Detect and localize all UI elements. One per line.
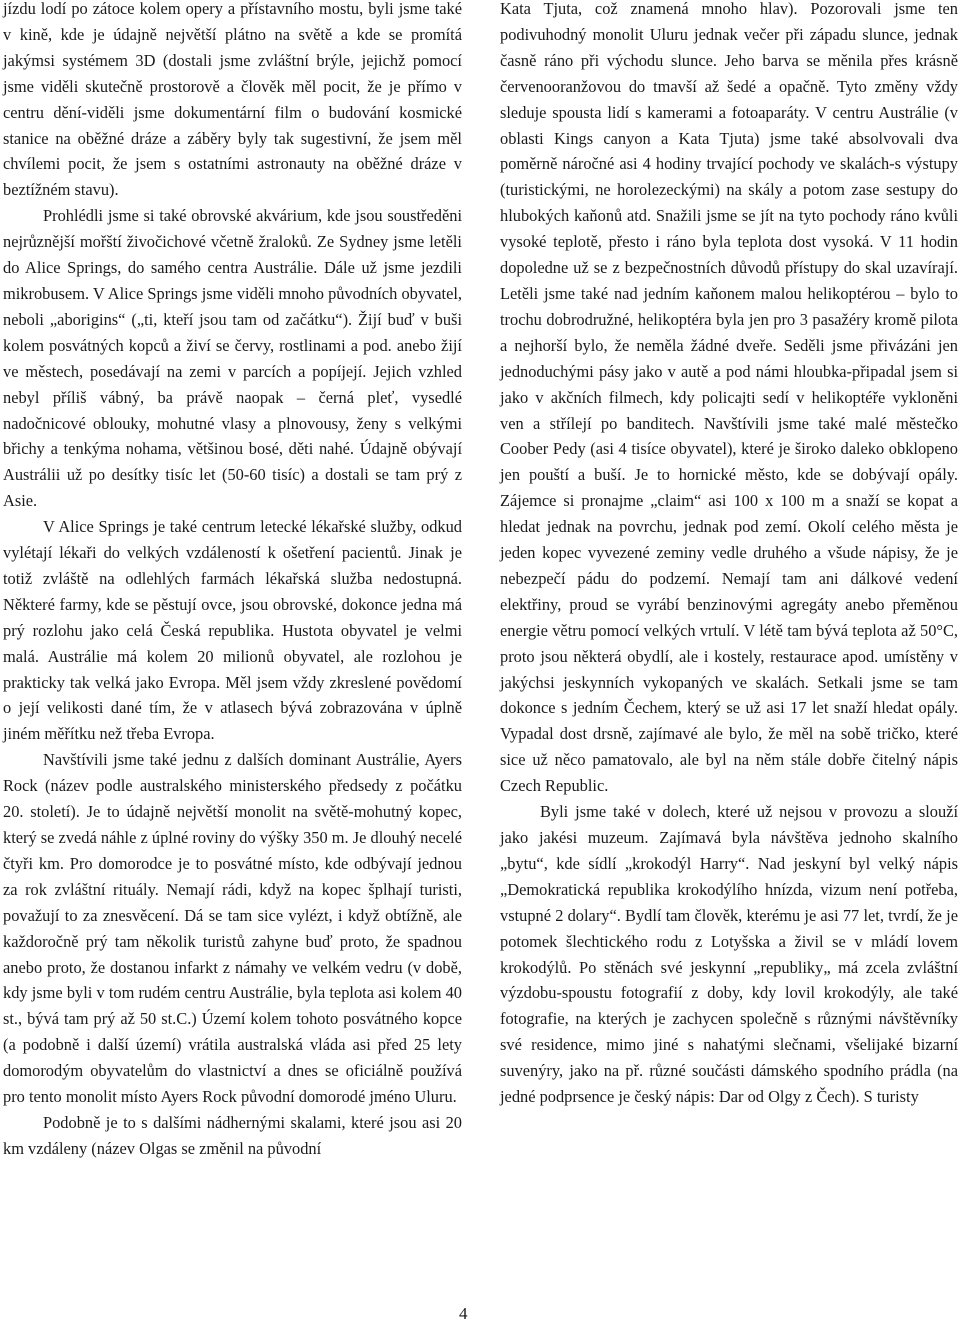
paragraph: Kata Tjuta, což znamená mnoho hlav). Pozorovali jsme ten podivuhodný monolit Uluru jednak večer při západu slunce, jednak časně ráno při východu slunce. Jeho barva se měnila přes krásně červenooranžovou do tmavší až šedé a opačně. Tyto změny vždy sleduje spousta lidí s kamerami a fotoaparáty. V centru Austrálie (v oblasti Kings canyon a Kata Tjuta) jsme také absolvovali dva poměrně náročné asi 4 hodiny trvající pochody ve skalách-s výstupy (turistickými, ne horolezeckými) na skály a potom zase sestupy do hlubokých kaňonů atd. Snažili jsme se jít na tyto pochody ráno kvůli vysoké teplotě, přesto i ráno byla teplota dost vysoká. V 11 hodin dopoledne už se z bezpečnostních důvodů přístupy do skal uzavírají. Letěli jsme také nad jedním kaňonem malou helikoptérou – bylo to trochu dobrodružné, helikoptéra byla jen pro 3 pasažéry kromě pilota a nejhorší bylo, že neměla žádné dveře. Seděli jsme přivázáni jen jednoduchými pásy jako v autě a pod námi hloubka-připadal jsem si jako v akčních filmech, kdy policajti sedí v helikoptéře vykloněni ven a střílejí po banditech. Navštívili jsme také malé městečko Coober Pedy (asi 4 tisíce obyvatel), které je široko daleko obklopeno jen pouští a buší. Je to hornické město, kde se dobývají opály. Zájemce si pronajme „claim“ asi 100 x 100 m a snaží se kopat a hledat jednak na povrchu, jednak pod zemí. Okolí celého města je jeden kopec vyvezené zeminy vedle druhého a všude nápisy, že je nebezpečí pádu do podzemí. Nemají tam ani dálkové vedení elektřiny, proud se vyrábí benzinovými agregáty anebo přeměnou energie větru pomocí velkých vrtulí. V létě tam bývá teplota až 50°C, proto jsou některá obydlí, ale i kostely, restaurace apod. umístěny v jakýchsi jeskynních vykopaných ve skalách. Setkali jsme se tam dokonce s jedním Čechem, který se už asi 17 let snaží hledat opály. Vypadal dost drsně, zajímavé ale bylo, že měl na sobě tričko, které sice už něco pamatovalo, ale byl na něm stále dobře čitelný nápis Czech Republic. [500,0,958,796]
paragraph: jízdu lodí po zátoce kolem opery a přístavního mostu, byli jsme také v kině, kde je údajně největší plátno na světě a kde se promítá jakýmsi systémem 3D (dostali jsme zvláštní brýle, jejichž pomocí jsme viděli skutečně prostorově a člověk měl pocit, že je přímo v centru dění-viděli jsme dokumentární film o budování kosmické stanice na oběžné dráze a záběry byly tak sugestivní, že jsem měl chvílemi pocit, že jsem s ostatními astronauty na oběžné dráze v beztížném stavu). [3,0,462,200]
paragraph: Byli jsme také v dolech, které už nejsou v provozu a slouží jako jakési muzeum. Zajímavá byla návštěva jednoho skalního „bytu“, kde sídlí „krokodýl Harry“. Nad jeskyní byl velký nápis „Demokratická republika krokodýlího hnízda, vizum není potřeba, vstupné 2 dolary“. Bydlí tam člověk, kterému je asi 77 let, tvrdí, že je potomek šlechtického rodu z Lotyšska a živil se v mládí lovem krokodýlů. Po stěnách své jeskynní „republiky„ má zcela zvláštní výzdobu-spoustu fotografií z doby, kdy lovil krokodýly, ale také fotografie, na kterých je zachycen společně s různými návštěvníky své residence, mimo jiné s nahatými slečnami, všelijaké bizarní suvenýry, jako na př. různé součásti dámského spodního prádla (na jedné podprsence je český nápis: Dar od Olgy z Čech). S turisty [500,802,958,1107]
right-column [500,0,958,1110]
page-number: 4 [459,1304,468,1323]
left-column [3,0,462,1162]
paragraph: Prohlédli jsme si také obrovské akvárium, kde jsou soustředěni nejrůznější mořští živočichové včetně žraloků. Ze Sydney jsme letěli do Alice Springs, do samého centra Austrálie. Dále už jsme jezdili mikrobusem. V Alice Springs jsme viděli mnoho původních obyvatel, neboli „aborigins“ („ti, kteří jsou tam od začátku“). Žijí buď v buši kolem posvátných kopců a živí se červy, rostlinami a pod. anebo žijí ve městech, posedávají na zemi v parcích a popíjejí. Jejich vzhled nebyl příliš vábný, ba právě naopak – černá pleť, vysedlé nadočnicové oblouky, mohutné vlasy a plnovousy, ženy s velkými břichy a tenkýma nohama, většinou bosé, děti nahé. Údajně obývají Austrálii už po desítky tisíc let (50-60 tisíc) a dostali se tam prý z Asie. [3,206,462,511]
paragraph: V Alice Springs je také centrum letecké lékařské služby, odkud vylétají lékaři do velkých vzdáleností k ošetření pacientů. Jinak je totiž zvláště na odlehlých farmách lékařská služba nedostupná. Některé farmy, kde se pěstují ovce, jsou obrovské, dokonce jedna má prý rozlohu jako celá Česká republika. Hustota obyvatel je velmi malá. Austrálie má kolem 20 milionů obyvatel, ale rozlohou je prakticky tak velká jako Evropa. Měl jsem vždy zkreslené povědomí o její velikosti dané tím, že v atlasech bývá zobrazována v úplně jiném měřítku než třeba Evropa. [3,517,462,744]
paragraph: Podobně je to s dalšími nádhernými skalami, které jsou asi 20 km vzdáleny (název Olgas se změnil na původní [3,1112,462,1158]
paragraph: Navštívili jsme také jednu z dalších dominant Austrálie, Ayers Rock (název podle australského ministerského předsedy z počátku 20. století). Je to údajně největší monolit na světě-mohutný kopec, který se zvedá náhle z úplné roviny do výšky 350 m. Je dlouhý necelé čtyři km. Pro domorodce je to posvátné místo, kde odbývají jednou za rok zvláštní rituály. Nemají rádi, když na kopec šplhají turisti, považují to za znesvěcení. Dá se tam sice vylézt, i když obtížně, ale každoročně prý tam několik turistů zahyne buď proto, že spadnou anebo proto, že dostanou infarkt z námahy ve velkém vedru (v době, kdy jsme byli v tom rudém centru Austrálie, byla teplota asi kolem 40 st., bývá tam prý až 50 st.C.) Území kolem tohoto posvátného kopce (a podobně i další území) vrátila australská vláda asi před 25 lety domorodým obyvatelům do vlastnictví a dnes se oficiálně používá pro tento monolit místo Ayers Rock původní domorodé jméno Uluru. [3,750,462,1107]
